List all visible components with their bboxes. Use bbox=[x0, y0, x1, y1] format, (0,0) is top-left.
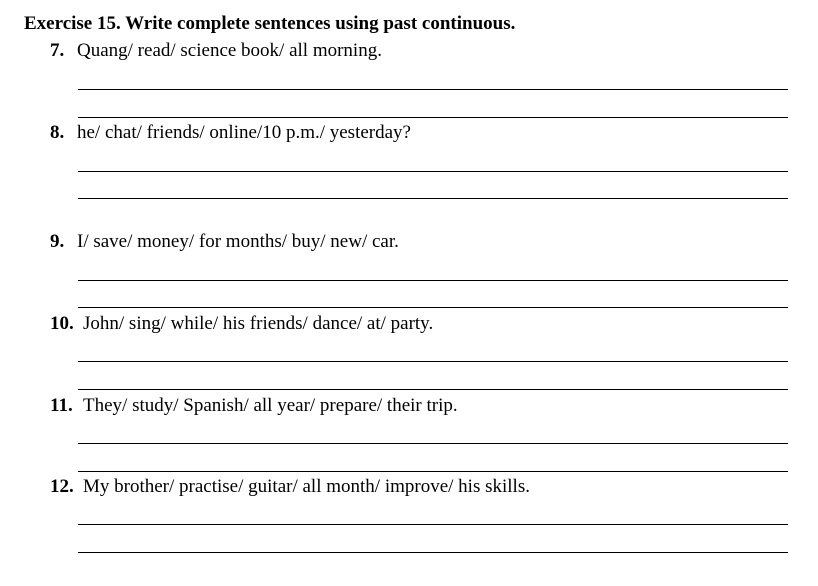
item-number: 10. bbox=[50, 313, 74, 334]
answer-line[interactable] bbox=[78, 280, 788, 281]
item-prompt: he/ chat/ friends/ online/10 p.m./ yesterday? bbox=[77, 122, 411, 143]
answer-line[interactable] bbox=[78, 89, 788, 90]
item-prompt: John/ sing/ while/ his friends/ dance/ at/ party. bbox=[83, 313, 434, 334]
answer-line[interactable] bbox=[78, 117, 788, 118]
item-number: 7. bbox=[50, 40, 65, 61]
exercise-title: Exercise 15. Write complete sentences using past continuous. bbox=[24, 13, 516, 34]
item-number: 12. bbox=[50, 476, 74, 497]
item-number: 11. bbox=[50, 395, 73, 416]
item-number: 8. bbox=[50, 122, 65, 143]
item-prompt: My brother/ practise/ guitar/ all month/ improve/ his skills. bbox=[83, 476, 530, 497]
answer-line[interactable] bbox=[78, 471, 788, 472]
answer-line[interactable] bbox=[78, 307, 788, 308]
exercise-item-8 bbox=[50, 121, 411, 145]
answer-line[interactable] bbox=[78, 524, 788, 525]
exercise-item-10 bbox=[50, 312, 433, 336]
answer-line[interactable] bbox=[78, 552, 788, 553]
item-number: 9. bbox=[50, 231, 65, 252]
answer-line[interactable] bbox=[78, 389, 788, 390]
exercise-item-11 bbox=[50, 394, 458, 418]
answer-line[interactable] bbox=[78, 171, 788, 172]
answer-line[interactable] bbox=[78, 361, 788, 362]
answer-line[interactable] bbox=[78, 443, 788, 444]
exercise-item-9 bbox=[50, 230, 399, 254]
exercise-item-12 bbox=[50, 475, 530, 499]
item-prompt: Quang/ read/ science book/ all morning. bbox=[77, 40, 382, 61]
answer-line[interactable] bbox=[78, 198, 788, 199]
exercise-item-7 bbox=[50, 39, 382, 63]
item-prompt: They/ study/ Spanish/ all year/ prepare/ their trip. bbox=[83, 395, 458, 416]
item-prompt: I/ save/ money/ for months/ buy/ new/ car. bbox=[77, 231, 399, 252]
